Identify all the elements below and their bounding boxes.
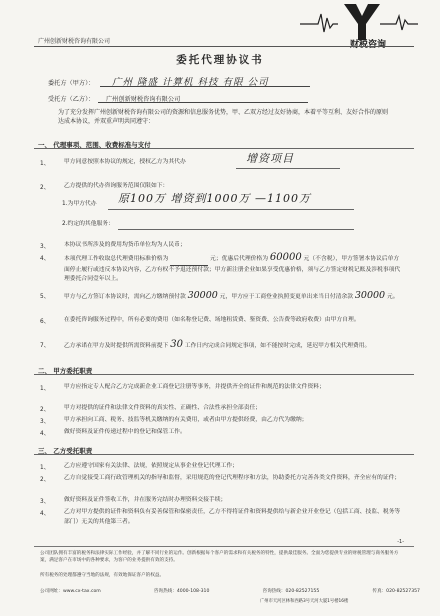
item-number: 6、: [40, 319, 50, 325]
footer-note: 公司团队拥有丰富的税务和法律实际工作经验，并了解不同行业的运作。创新根据每个客户的需求和有关税务的特性，提供最佳服务。全面为您提供专业的财税管理与商务服务方案，满足客户在市场中的各种要求，为客户的业务提供有效的支持。: [40, 551, 399, 563]
footer-note-2: 所有税务的处理都遵守当地的法规，有效地保证客户的权益。: [40, 573, 165, 578]
section3-item4-text: 乙方对甲方提供的证件和资料负有妥善保管和保密责任，乙方不得将证件和资料提供给与新企业开业登记（包括工商、技监、税务等部门）无关的其他第三者。: [64, 509, 401, 525]
footer-address: 广州市天河区林和西路3号天河大厦1号楼16楼: [260, 599, 349, 604]
item-number: 4、: [40, 511, 50, 517]
section1-item1-text: 甲方同意按照本协议的规定，授权乙方为其代办: [64, 159, 186, 165]
service-scope-1-label: 1.为甲方代办: [62, 201, 97, 207]
section2-item4-text: 做好资料及证件传递过程中的登记和保管工作。: [64, 429, 186, 435]
section1-divider: [34, 148, 414, 149]
prepayment-label: 甲方与乙方签订本协议时，需向乙方缴纳预付款: [64, 294, 186, 300]
balance-unit: 元。: [386, 294, 399, 300]
section2-item2-text: 甲方对提供的证件和法律文件资料的真实性、正确性、合法性承担全部责任；: [64, 405, 262, 411]
item-number: 2、: [40, 407, 50, 413]
section3-title: 三、 乙方受托职责: [38, 447, 93, 455]
section2-title: 二、 甲方委托职责: [38, 367, 93, 375]
party-a-underline: [100, 86, 310, 87]
fax: 传真：020-82527357: [372, 589, 420, 594]
party-a-label: 委托方（甲方）：: [48, 80, 95, 87]
fee-discount-label: 元；优惠后代理价格为: [210, 256, 269, 262]
party-b-label: 受托方（乙方）：: [48, 96, 95, 103]
section1-title: 一、 代理事项、范围、收费标准与支付: [38, 141, 151, 149]
section1-item1-handwritten: 增资项目: [246, 152, 294, 165]
website: 公司网址：www.cx-tax.com: [40, 589, 101, 594]
fee-standard-label: 本项代理工作收取总代理费用标准价格为: [64, 256, 169, 262]
scope1-underline: [108, 209, 354, 210]
deadline-days-handwritten: 30: [170, 339, 183, 350]
party-b-underline: [98, 102, 308, 103]
section2-item1-text: 甲方应指定专人配合乙方完成新企业工商登记注册等事务，并提供齐全的证件和规范的法律文件资料；: [64, 384, 325, 390]
section1-item4-text: [64, 253, 404, 285]
section1-item7-text: [64, 340, 404, 352]
section1-item2-text: 乙方提供的代办咨询服务范围仅限如下：: [64, 183, 169, 189]
deadline-label: 乙方承诺在甲方及时提供所需资料前提下: [64, 343, 169, 349]
section3-item3-text: 做好资料及证件签收工作，并在服务完结时办理资料交接手续；: [64, 497, 227, 503]
footer-divider: [34, 546, 414, 547]
service-scope-1-handwritten: 原100万 增资到1000万 —1100万: [118, 192, 311, 205]
item-number: 3、: [40, 419, 50, 425]
section3-divider: [34, 454, 414, 455]
intro-paragraph: 为了充分发挥广州创新财税咨询有限公司的资源和信息服务优势，甲、乙双方经过友好协商，本着平等互利、友好合作的原则达成本协议，并双重声明共同遵守：: [58, 109, 389, 125]
balance-handwritten: 30000: [354, 290, 386, 301]
item-number: 2、: [40, 477, 50, 483]
section1-item5-text: [64, 291, 404, 303]
item-number: 3、: [40, 244, 50, 250]
item-number: 4、: [40, 256, 50, 262]
fee-terms-text: 元（不含税），甲方签署本协议后单方面停止履行或违反本协议内容，乙方有权不予退还预付款；甲方新注册企业如果享受优惠价格，须与乙方签定财税记账及涉税事项代理委托合同壹年以上。: [64, 256, 401, 282]
page-number: -1-: [397, 539, 404, 545]
item-number: 5、: [40, 294, 50, 300]
service-scope-2-label: 2.约定的其他服务：: [62, 221, 114, 227]
item-number: 2、: [40, 185, 50, 191]
item-number: 7、: [40, 343, 50, 349]
deadline-terms: 工作日内完成合同规定事项，如不能按时完成，延迟甲方相关代理费用。: [184, 343, 371, 349]
section1-item3-text: 本协议书所涉及的费用均货币单位均为人民币；: [64, 242, 186, 248]
document-title: 委托代理协议书: [176, 54, 264, 66]
party-b-name: 广州创新财税咨询有限公司: [106, 96, 181, 103]
balance-label: 元，甲方应于工商登业执照变更单出来当日付清余款: [219, 294, 354, 300]
header-divider: [34, 46, 414, 47]
discounted-fee-handwritten: 60000: [269, 252, 302, 263]
header-company-name: 广州创新财税咨询有限公司: [38, 38, 111, 45]
prepayment-handwritten: 30000: [187, 290, 218, 301]
scope2-underline: [118, 229, 354, 230]
item-number: 3、: [40, 499, 50, 505]
section1-item6-text: 在委托咨询服务过程中，所有必要的费用（如名称登记费、场地租赁费、鉴资费、公告费等政府收费）由甲方自理。: [64, 317, 360, 323]
item-number: 1、: [40, 386, 50, 392]
party-a-handwritten-name: 广州 隆盛 计算机 科技 有限 公司: [112, 77, 269, 88]
footer-contacts: [40, 588, 420, 594]
item-number: 4、: [40, 431, 50, 437]
logo-text: 财税咨询: [350, 40, 387, 50]
section3-item1-text: 乙方应遵守国家有关法律、法规，依照规定从事企业登记代理工作；: [64, 463, 238, 469]
hotline-2: 咨询热线：020-82527155: [262, 589, 320, 594]
hotline-1: 咨询热线：4000-108-310: [153, 589, 210, 594]
item-number: 1、: [40, 161, 50, 167]
section2-item3-text: 甲方承担向工商、税务、技监等机关缴纳的有关费用，或者由甲方提供经费，由乙方代为缴纳；: [64, 417, 308, 423]
item1-underline: [236, 168, 340, 169]
item-number: 1、: [40, 465, 50, 471]
section3-item2-text: 乙方自觉接受工商行政管理机关的指导和监督，采用规范的登记代理程序和方法，协助委托方完善各类文件资料，齐全应有的证件；: [64, 475, 401, 481]
section2-divider: [34, 374, 414, 375]
